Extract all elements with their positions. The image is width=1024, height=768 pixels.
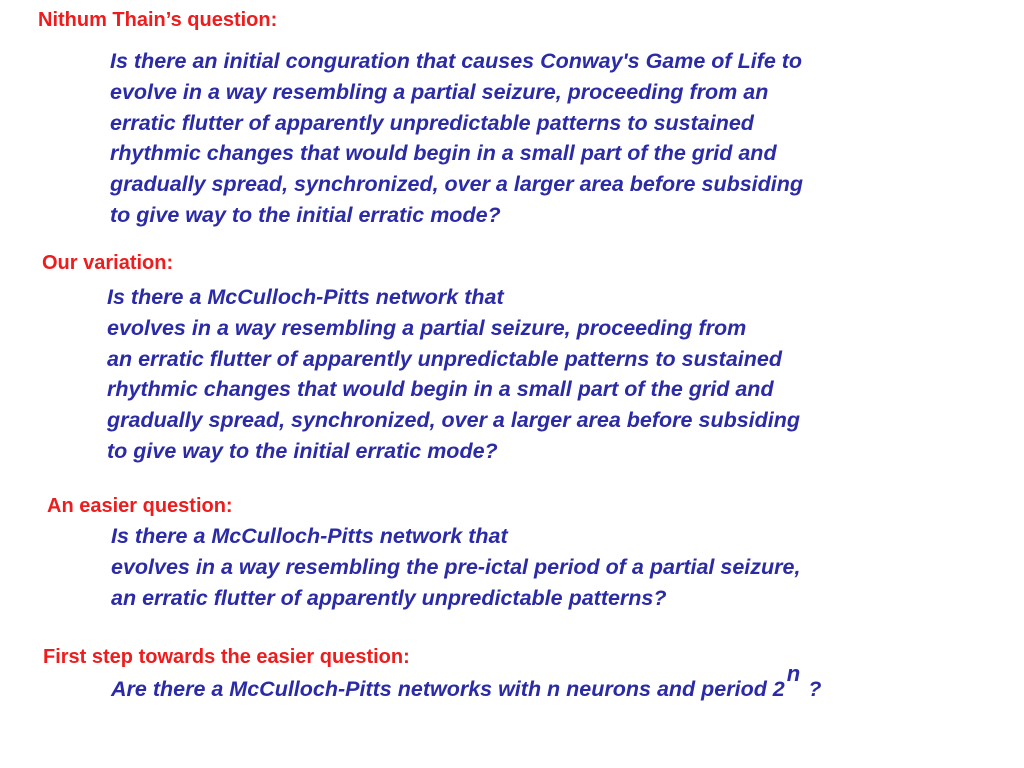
- period-exponent: n: [786, 661, 801, 686]
- section-heading-our-variation: Our variation:: [42, 252, 174, 274]
- question-text-nithum-thain: [110, 46, 803, 231]
- question-line: gradually spread, synchronized, over a larger area before subsiding: [107, 408, 801, 433]
- question-main-text: Are there a McCulloch-Pitts networks with n neurons and period 2: [111, 677, 785, 701]
- question-line: Is there an initial conguration that causes Conway's Game of Life to: [110, 49, 803, 73]
- section-heading-easier-question: An easier question:: [47, 495, 233, 517]
- section-heading-first-step: First step towards the easier question:: [43, 646, 410, 668]
- question-mark: ?: [808, 677, 822, 701]
- question-line: evolve in a way resembling a partial seizure, proceeding from an: [110, 79, 769, 104]
- question-line: rhythmic changes that would begin in a small part of the grid and: [107, 377, 774, 402]
- question-line: rhythmic changes that would begin in a small part of the grid and: [110, 141, 777, 166]
- question-line: an erratic flutter of apparently unpredictable patterns?: [111, 585, 667, 610]
- question-line: evolves in a way resembling a partial seizure, proceeding from: [107, 315, 747, 340]
- question-line: evolves in a way resembling the pre-ictal period of a partial seizure,: [111, 554, 801, 579]
- question-text-easier-question: [111, 521, 800, 613]
- question-text-first-step: [111, 661, 822, 705]
- question-line: erratic flutter of apparently unpredictable patterns to sustained: [110, 110, 754, 135]
- question-text-our-variation: [107, 282, 800, 467]
- question-line: Is there a McCulloch-Pitts network that: [107, 285, 504, 309]
- section-heading-nithum-thain: Nithum Thain’s question:: [38, 9, 278, 31]
- question-line: an erratic flutter of apparently unpredictable patterns to sustained: [107, 346, 782, 371]
- question-line: [111, 661, 822, 705]
- question-line: to give way to the initial erratic mode?: [110, 202, 501, 227]
- question-line: gradually spread, synchronized, over a larger area before subsiding: [110, 172, 804, 197]
- question-line: to give way to the initial erratic mode?: [107, 438, 498, 463]
- question-line: Is there a McCulloch-Pitts network that: [111, 524, 508, 548]
